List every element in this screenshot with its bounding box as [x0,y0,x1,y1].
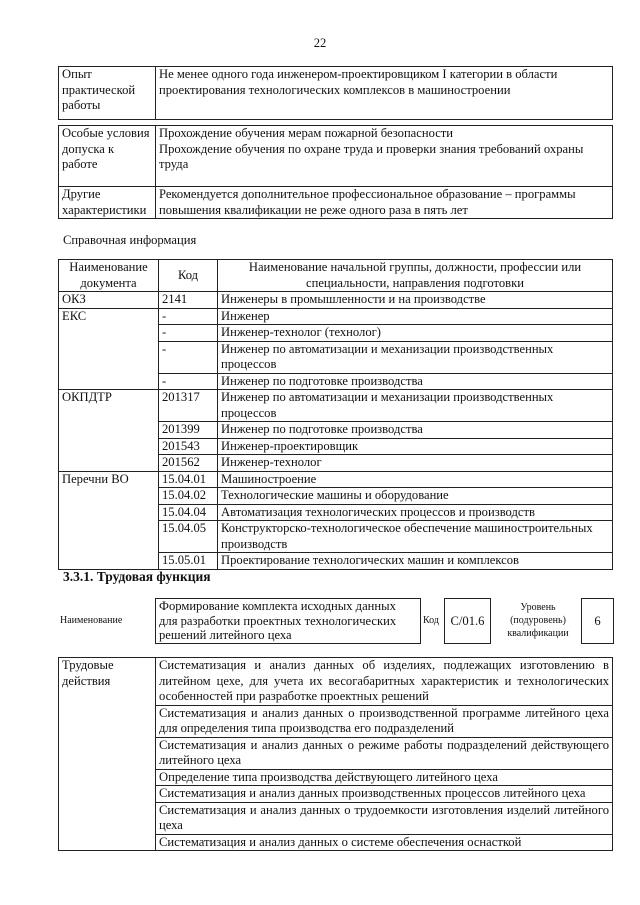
table-row [59,471,613,488]
name-cell: Инженеры в промышленности и на производстве [218,292,613,309]
name-cell: Конструкторско-технологическое обеспечение машиностроительных производств [218,521,613,553]
table-row [59,308,613,325]
action-row [59,658,613,706]
name-cell: Инженер [218,308,613,325]
function-name: Формирование комплекта исходных данных для разработки проектных технологических решений литейного цеха [155,598,421,644]
header-document: Наименование документа [59,260,159,292]
name-cell: Инженер по подготовке производства [218,373,613,390]
name-cell: Технологические машины и оборудование [218,488,613,505]
code-cell: 201399 [159,422,218,439]
action-item: Систематизация и анализ данных о системе обеспечения оснасткой [156,834,613,851]
other-label: Другие характеристики [59,187,156,219]
code-cell: 15.04.01 [159,471,218,488]
function-level: 6 [581,598,614,644]
actions-label: Трудовые действия [59,658,156,851]
code-cell: 15.04.02 [159,488,218,505]
other-value [156,187,613,219]
document-cell: ОКЗ [59,292,159,309]
experience-table [58,66,613,120]
code-label: Код [423,615,439,626]
header-code: Код [159,260,218,292]
code-cell: 2141 [159,292,218,309]
document-cell: ЕКС [59,308,159,390]
name-cell: Инженер-технолог (технолог) [218,325,613,342]
page-number: 22 [313,36,327,50]
reference-title: Справочная информация [63,233,197,247]
action-item: Определение типа производства действующего литейного цеха [156,769,613,786]
conditions-value [156,126,613,187]
condition-line: Прохождение обучения мерам пожарной безопасности [159,126,454,140]
code-cell: 201562 [159,455,218,472]
action-item: Систематизация и анализ данных о режиме работы подразделений действующего литейного цеха [156,737,613,769]
name-label: Наименование [60,615,123,626]
document-cell: ОКПДТР [59,390,159,472]
reference-table [58,259,613,570]
other-line: Рекомендуется дополнительное профессиональное образование – программы повышения квалификации не реже одного раза в пять лет [159,187,576,217]
code-cell: - [159,325,218,342]
name-cell: Автоматизация технологических процессов и производств [218,504,613,521]
table-row [59,292,613,309]
action-item: Систематизация и анализ данных о производственной программе литейного цеха для определения типа производства его подразделений [156,705,613,737]
function-heading: 3.3.1. Трудовая функция [63,569,211,584]
action-item: Систематизация и анализ данных об изделиях, подлежащих изготовлению в литейном цехе, для учета их весогабаритных характеристик и технологических особенностей при разработке проектных решений [156,658,613,706]
code-cell: 15.04.05 [159,521,218,553]
experience-value: Не менее одного года инженером-проектировщиком I категории в области проектирования технологических комплексов в машиностроении [156,67,613,120]
action-item: Систематизация и анализ данных о трудоемкости изготовления изделий литейного цеха [156,802,613,834]
name-cell: Машиностроение [218,471,613,488]
code-cell: 201317 [159,390,218,422]
code-cell: 15.05.01 [159,553,218,570]
name-cell: Проектирование технологических машин и комплексов [218,553,613,570]
code-cell: - [159,341,218,373]
name-cell: Инженер по автоматизации и механизации производственных процессов [218,390,613,422]
code-cell: - [159,308,218,325]
name-cell: Инженер-проектировщик [218,438,613,455]
name-cell: Инженер-технолог [218,455,613,472]
header-name: Наименование начальной группы, должности, профессии или специальности, направления подготовки [218,260,613,292]
function-code: С/01.6 [444,598,491,644]
code-cell: 15.04.04 [159,504,218,521]
code-cell: - [159,373,218,390]
condition-line: Прохождение обучения по охране труда и проверки знания требований охраны труда [159,141,584,171]
conditions-table [58,125,613,219]
action-item: Систематизация и анализ данных производственных процессов литейного цеха [156,786,613,803]
code-cell: 201543 [159,438,218,455]
actions-table [58,657,613,851]
experience-label: Опыт практической работы [59,67,156,120]
level-label: Уровень (подуровень) квалификации [507,602,569,639]
document-cell: Перечни ВО [59,471,159,569]
table-row [59,390,613,422]
name-cell: Инженер по автоматизации и механизации производственных процессов [218,341,613,373]
name-cell: Инженер по подготовке производства [218,422,613,439]
conditions-label: Особые условия допуска к работе [59,126,156,187]
